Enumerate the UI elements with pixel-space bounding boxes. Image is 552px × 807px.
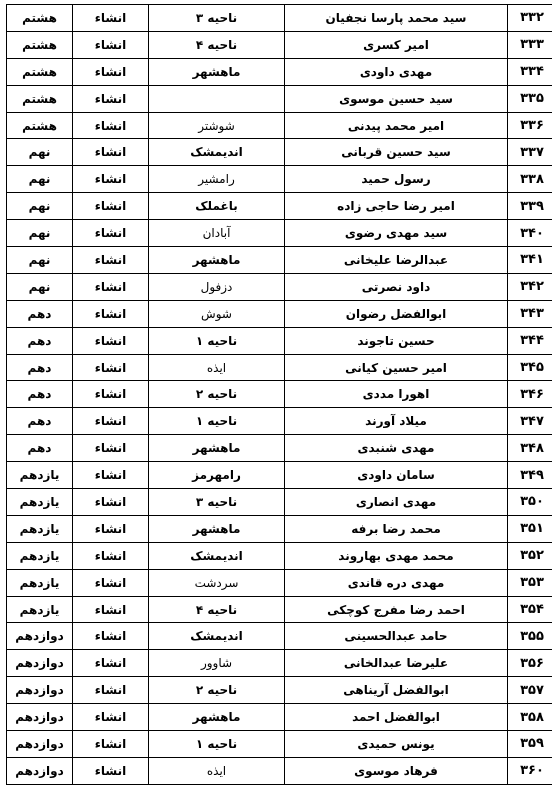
row-number-cell: ۳۴۰ (508, 220, 552, 247)
region-cell: ناحیه ۳ (149, 5, 285, 32)
region-cell: ناحیه ۴ (149, 596, 285, 623)
table-row (7, 569, 552, 596)
table-row (7, 31, 552, 58)
grade-cell: دوازدهم (7, 677, 73, 704)
region-cell: شوشتر (149, 112, 285, 139)
subject-cell: انشاء (73, 220, 149, 247)
row-number-cell: ۳۳۹ (508, 193, 552, 220)
row-number-cell: ۳۵۷ (508, 677, 552, 704)
subject-cell: انشاء (73, 704, 149, 731)
student-name-cell: مهدی شنبدی (285, 435, 508, 462)
grade-cell: یازدهم (7, 515, 73, 542)
subject-cell: انشاء (73, 139, 149, 166)
student-name-cell: محمد رضا برفه (285, 515, 508, 542)
grade-cell: نهم (7, 193, 73, 220)
row-number-cell: ۳۳۴ (508, 58, 552, 85)
table-row (7, 58, 552, 85)
student-name-cell: احمد رضا مفرج کوچکی (285, 596, 508, 623)
table-row (7, 408, 552, 435)
subject-cell: انشاء (73, 273, 149, 300)
subject-cell: انشاء (73, 650, 149, 677)
grade-cell: نهم (7, 166, 73, 193)
grade-cell: دوازدهم (7, 650, 73, 677)
row-number-cell: ۳۴۵ (508, 354, 552, 381)
student-name-cell: داود نصرتی (285, 273, 508, 300)
grade-cell: یازدهم (7, 542, 73, 569)
student-name-cell: امیر رضا حاجی زاده (285, 193, 508, 220)
row-number-cell: ۳۴۱ (508, 247, 552, 274)
subject-cell: انشاء (73, 731, 149, 758)
grade-cell: یازدهم (7, 462, 73, 489)
table-row (7, 300, 552, 327)
roster-table (6, 4, 552, 785)
region-cell: ماهشهر (149, 58, 285, 85)
student-name-cell: حسین تاجوند (285, 327, 508, 354)
row-number-cell: ۳۴۷ (508, 408, 552, 435)
grade-cell: نهم (7, 220, 73, 247)
table-row (7, 85, 552, 112)
row-number-cell: ۳۶۰ (508, 757, 552, 784)
region-cell: ماهشهر (149, 515, 285, 542)
subject-cell: انشاء (73, 569, 149, 596)
row-number-cell: ۳۳۸ (508, 166, 552, 193)
grade-cell: دهم (7, 408, 73, 435)
table-row (7, 704, 552, 731)
region-cell: ایذه (149, 757, 285, 784)
grade-cell: دوازدهم (7, 731, 73, 758)
grade-cell: دوازدهم (7, 623, 73, 650)
table-row (7, 731, 552, 758)
region-cell: باغملک (149, 193, 285, 220)
grade-cell: هشتم (7, 85, 73, 112)
region-cell: ماهشهر (149, 247, 285, 274)
student-name-cell: سید حسین موسوی (285, 85, 508, 112)
subject-cell: انشاء (73, 112, 149, 139)
table-row (7, 247, 552, 274)
subject-cell: انشاء (73, 381, 149, 408)
row-number-cell: ۳۵۳ (508, 569, 552, 596)
student-name-cell: امیر حسین کیانی (285, 354, 508, 381)
row-number-cell: ۳۵۹ (508, 731, 552, 758)
row-number-cell: ۳۳۲ (508, 5, 552, 32)
table-row (7, 5, 552, 32)
region-cell: ناحیه ۴ (149, 31, 285, 58)
grade-cell: دهم (7, 435, 73, 462)
subject-cell: انشاء (73, 327, 149, 354)
region-cell: رامشیر (149, 166, 285, 193)
grade-cell: نهم (7, 247, 73, 274)
grade-cell: یازدهم (7, 569, 73, 596)
table-row (7, 650, 552, 677)
student-name-cell: سامان داودی (285, 462, 508, 489)
table-row (7, 381, 552, 408)
table-row (7, 596, 552, 623)
table-row (7, 354, 552, 381)
student-name-cell: عبدالرضا علیخانی (285, 247, 508, 274)
subject-cell: انشاء (73, 85, 149, 112)
grade-cell: هشتم (7, 58, 73, 85)
student-name-cell: امیر کسری (285, 31, 508, 58)
student-name-cell: علیرضا عبدالخانی (285, 650, 508, 677)
grade-cell: دهم (7, 381, 73, 408)
region-cell: ناحیه ۲ (149, 381, 285, 408)
subject-cell: انشاء (73, 58, 149, 85)
student-name-cell: سید حسین قربانی (285, 139, 508, 166)
row-number-cell: ۳۳۶ (508, 112, 552, 139)
row-number-cell: ۳۴۹ (508, 462, 552, 489)
subject-cell: انشاء (73, 515, 149, 542)
table-row (7, 193, 552, 220)
grade-cell: دهم (7, 300, 73, 327)
grade-cell: دهم (7, 327, 73, 354)
row-number-cell: ۳۳۳ (508, 31, 552, 58)
student-name-cell: محمد مهدی بهاروند (285, 542, 508, 569)
table-row (7, 542, 552, 569)
row-number-cell: ۳۴۶ (508, 381, 552, 408)
region-cell: ناحیه ۱ (149, 327, 285, 354)
region-cell: رامهرمز (149, 462, 285, 489)
table-row (7, 677, 552, 704)
subject-cell: انشاء (73, 408, 149, 435)
subject-cell: انشاء (73, 542, 149, 569)
row-number-cell: ۳۵۶ (508, 650, 552, 677)
table-row (7, 462, 552, 489)
table-row (7, 757, 552, 784)
subject-cell: انشاء (73, 757, 149, 784)
table-row (7, 623, 552, 650)
student-name-cell: ابوالفضل احمد (285, 704, 508, 731)
row-number-cell: ۳۴۲ (508, 273, 552, 300)
student-name-cell: مهدی انصاری (285, 489, 508, 516)
grade-cell: دوازدهم (7, 757, 73, 784)
grade-cell: دهم (7, 354, 73, 381)
subject-cell: انشاء (73, 5, 149, 32)
region-cell: سردشت (149, 569, 285, 596)
subject-cell: انشاء (73, 300, 149, 327)
subject-cell: انشاء (73, 31, 149, 58)
grade-cell: هشتم (7, 5, 73, 32)
row-number-cell: ۳۴۴ (508, 327, 552, 354)
subject-cell: انشاء (73, 435, 149, 462)
region-cell: ماهشهر (149, 435, 285, 462)
row-number-cell: ۳۴۳ (508, 300, 552, 327)
region-cell: اندیمشک (149, 139, 285, 166)
row-number-cell: ۳۵۱ (508, 515, 552, 542)
student-name-cell: امیر محمد پیدنی (285, 112, 508, 139)
table-row (7, 273, 552, 300)
table-row (7, 220, 552, 247)
row-number-cell: ۳۴۸ (508, 435, 552, 462)
student-name-cell: فرهاد موسوی (285, 757, 508, 784)
region-cell: ناحیه ۲ (149, 677, 285, 704)
subject-cell: انشاء (73, 354, 149, 381)
student-name-cell: رسول حمید (285, 166, 508, 193)
region-cell: اندیمشک (149, 623, 285, 650)
row-number-cell: ۳۵۲ (508, 542, 552, 569)
student-name-cell: سید مهدی رضوی (285, 220, 508, 247)
subject-cell: انشاء (73, 166, 149, 193)
student-name-cell: اهورا مددی (285, 381, 508, 408)
row-number-cell: ۳۳۷ (508, 139, 552, 166)
student-name-cell: مهدی دره قاندی (285, 569, 508, 596)
region-cell: ناحیه ۳ (149, 489, 285, 516)
grade-cell: نهم (7, 273, 73, 300)
row-number-cell: ۳۵۴ (508, 596, 552, 623)
table-row (7, 166, 552, 193)
table-row (7, 139, 552, 166)
row-number-cell: ۳۵۵ (508, 623, 552, 650)
subject-cell: انشاء (73, 596, 149, 623)
region-cell: آبادان (149, 220, 285, 247)
table-row (7, 489, 552, 516)
subject-cell: انشاء (73, 677, 149, 704)
region-cell: دزفول (149, 273, 285, 300)
row-number-cell: ۳۵۰ (508, 489, 552, 516)
region-cell: ناحیه ۱ (149, 731, 285, 758)
table-row (7, 515, 552, 542)
region-cell (149, 85, 285, 112)
subject-cell: انشاء (73, 247, 149, 274)
roster-sheet (6, 4, 544, 785)
table-row (7, 435, 552, 462)
grade-cell: نهم (7, 139, 73, 166)
table-row (7, 327, 552, 354)
region-cell: ماهشهر (149, 704, 285, 731)
region-cell: اندیمشک (149, 542, 285, 569)
student-name-cell: مهدی داودی (285, 58, 508, 85)
subject-cell: انشاء (73, 623, 149, 650)
subject-cell: انشاء (73, 489, 149, 516)
subject-cell: انشاء (73, 193, 149, 220)
student-name-cell: حامد عبدالحسینی (285, 623, 508, 650)
row-number-cell: ۳۵۸ (508, 704, 552, 731)
grade-cell: یازدهم (7, 596, 73, 623)
grade-cell: دوازدهم (7, 704, 73, 731)
region-cell: شاوور (149, 650, 285, 677)
subject-cell: انشاء (73, 462, 149, 489)
student-name-cell: سید محمد پارسا نجفیان (285, 5, 508, 32)
grade-cell: یازدهم (7, 489, 73, 516)
region-cell: ایذه (149, 354, 285, 381)
region-cell: ناحیه ۱ (149, 408, 285, 435)
student-name-cell: میلاد آورند (285, 408, 508, 435)
student-name-cell: ابوالفضل آریناهی (285, 677, 508, 704)
grade-cell: هشتم (7, 31, 73, 58)
grade-cell: هشتم (7, 112, 73, 139)
roster-table-body (7, 5, 552, 785)
student-name-cell: یونس حمیدی (285, 731, 508, 758)
row-number-cell: ۳۳۵ (508, 85, 552, 112)
region-cell: شوش (149, 300, 285, 327)
student-name-cell: ابوالفضل رضوان (285, 300, 508, 327)
table-row (7, 112, 552, 139)
